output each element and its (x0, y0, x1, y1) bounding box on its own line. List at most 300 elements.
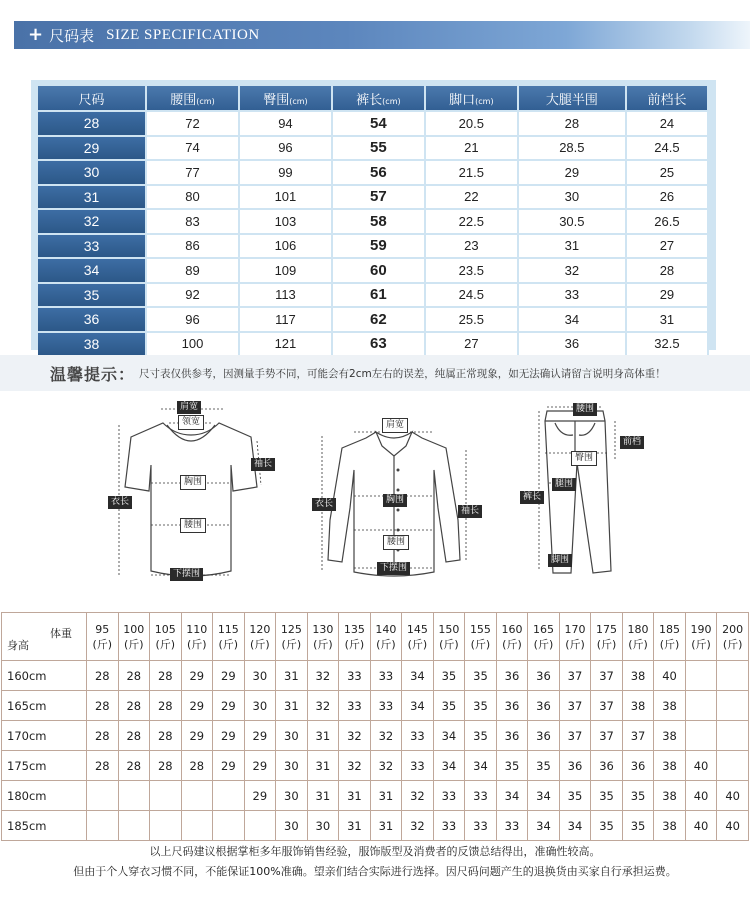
size-cell: 33 (38, 235, 147, 260)
size-recommendation-cell (685, 661, 717, 691)
size-recommendation-cell: 35 (465, 691, 497, 721)
size-cell: 30 (38, 161, 147, 186)
size-recommendation-cell (717, 661, 749, 691)
height-row (2, 811, 749, 841)
height-row (2, 721, 749, 751)
tshirt-waist-label: 腰围 (180, 518, 206, 533)
size-recommendation-cell: 33 (370, 691, 402, 721)
size-value-cell: 63 (333, 333, 426, 358)
weight-unit: (斤) (344, 637, 365, 651)
weight-unit: (斤) (470, 637, 491, 651)
size-recommendation-cell: 32 (370, 721, 402, 751)
weight-unit: (斤) (281, 637, 302, 651)
size-recommendation-cell: 28 (87, 721, 119, 751)
size-cell: 31 (38, 186, 147, 211)
weight-value: 130 (312, 622, 334, 636)
size-recommendation-cell: 36 (496, 721, 528, 751)
size-recommendation-cell: 29 (213, 751, 245, 781)
size-recommendation-cell: 31 (307, 781, 339, 811)
footer-line-1: 以上尺码建议根据掌柜多年服饰销售经验，服饰版型及消费者的反馈总结得出，准确性较高。 (149, 845, 601, 858)
size-value-cell: 20.5 (426, 112, 519, 137)
size-col-header-unit: (cm) (475, 96, 494, 106)
footer-note (0, 842, 750, 882)
weight-unit: (斤) (313, 637, 333, 651)
size-cell: 36 (38, 308, 147, 333)
weight-unit: (斤) (123, 637, 144, 651)
weight-value: 175 (596, 622, 617, 636)
weight-unit: (斤) (533, 637, 554, 651)
size-value-cell: 28 (519, 112, 627, 137)
size-value-cell: 29 (627, 284, 709, 309)
size-recommendation-cell: 36 (559, 751, 591, 781)
weight-col-header (244, 613, 276, 661)
weight-col-header (591, 613, 623, 661)
size-value-cell: 55 (333, 137, 426, 162)
size-col-header (240, 86, 333, 112)
weight-value: 120 (249, 622, 271, 636)
size-recommendation-cell: 34 (402, 661, 434, 691)
size-recommendation-cell: 37 (559, 661, 591, 691)
weight-value: 185 (659, 622, 681, 636)
weight-col-header (118, 613, 150, 661)
weight-unit: (斤) (218, 637, 239, 651)
size-value-cell: 96 (240, 137, 333, 162)
size-row (38, 186, 709, 211)
size-col-header (147, 86, 240, 112)
size-col-header (333, 86, 426, 112)
size-recommendation-cell: 34 (496, 781, 528, 811)
size-recommendation-cell: 35 (559, 781, 591, 811)
tshirt-sleeve-label: 袖长 (251, 458, 275, 471)
table-corner (2, 613, 87, 661)
size-value-cell: 31 (519, 235, 627, 260)
size-row (38, 333, 709, 358)
size-recommendation-cell: 34 (433, 751, 465, 781)
size-col-header (426, 86, 519, 112)
measurement-diagrams (0, 395, 750, 595)
tshirt-chest-label: 胸围 (180, 475, 206, 490)
weight-unit: (斤) (628, 637, 648, 651)
size-value-cell: 94 (240, 112, 333, 137)
size-value-cell: 27 (426, 333, 519, 358)
size-recommendation-cell: 29 (213, 721, 245, 751)
shirt-shoulder-label: 肩宽 (382, 418, 408, 433)
shirt-length-label: 衣长 (312, 498, 336, 511)
size-value-cell: 30.5 (519, 210, 627, 235)
size-table-panel (31, 80, 716, 353)
size-value-cell: 57 (333, 186, 426, 211)
size-value-cell: 113 (240, 284, 333, 309)
weight-unit: (斤) (502, 637, 522, 651)
weight-col-header (496, 613, 528, 661)
size-recommendation-cell: 34 (559, 811, 591, 841)
size-recommendation-cell: 29 (244, 781, 276, 811)
weight-value: 200 (722, 622, 744, 636)
weight-height-table (1, 612, 749, 841)
size-recommendation-cell: 28 (118, 751, 150, 781)
size-recommendation-cell: 35 (591, 781, 623, 811)
weight-value: 160 (501, 622, 523, 636)
size-recommendation-cell: 32 (402, 811, 434, 841)
pants-ankle-label: 脚围 (548, 554, 572, 567)
size-recommendation-cell: 36 (622, 751, 654, 781)
size-value-cell: 23.5 (426, 259, 519, 284)
size-recommendation-cell: 35 (433, 661, 465, 691)
height-cell: 175cm (2, 751, 87, 781)
footer-line-2: 但由于个人穿衣习惯不同，不能保证100%准确。望亲们结合实际进行选择。因尺码问题产生的退换货由买家自行承担运费。 (73, 865, 677, 878)
height-cell: 160cm (2, 661, 87, 691)
size-value-cell: 22 (426, 186, 519, 211)
size-recommendation-cell: 34 (528, 781, 560, 811)
height-row (2, 751, 749, 781)
size-recommendation-cell: 32 (370, 751, 402, 781)
weight-col-header (150, 613, 182, 661)
size-col-header (627, 86, 709, 112)
size-value-cell: 25.5 (426, 308, 519, 333)
size-recommendation-cell: 34 (433, 721, 465, 751)
size-recommendation-cell: 40 (717, 811, 749, 841)
size-col-header-label: 裤长 (356, 92, 383, 108)
size-value-cell: 101 (240, 186, 333, 211)
size-recommendation-cell: 37 (559, 721, 591, 751)
size-recommendation-cell: 33 (433, 781, 465, 811)
weight-value: 115 (217, 622, 239, 636)
weight-value: 135 (343, 622, 365, 636)
size-value-cell: 103 (240, 210, 333, 235)
size-col-header-label: 大腿半围 (545, 92, 598, 108)
size-value-cell: 36 (519, 333, 627, 358)
weight-unit: (斤) (407, 637, 428, 651)
size-recommendation-cell: 36 (528, 691, 560, 721)
size-value-cell: 33 (519, 284, 627, 309)
size-value-cell: 60 (333, 259, 426, 284)
size-recommendation-cell: 31 (307, 721, 339, 751)
corner-height-label: 身高 (7, 639, 29, 652)
size-col-header-label: 前档长 (647, 92, 687, 108)
tshirt-shoulder-label: 肩宽 (177, 401, 201, 414)
size-value-cell: 29 (519, 161, 627, 186)
shirt-sleeve-label: 袖长 (458, 505, 482, 518)
height-cell: 165cm (2, 691, 87, 721)
pants-thigh-label: 腿围 (552, 478, 576, 491)
size-recommendation-cell: 28 (118, 661, 150, 691)
size-recommendation-cell: 33 (465, 811, 497, 841)
weight-unit: (斤) (565, 637, 585, 651)
weight-value: 95 (95, 622, 110, 636)
size-recommendation-cell (87, 811, 119, 841)
pants-waist-label: 腰围 (573, 403, 597, 416)
size-recommendation-cell (150, 811, 182, 841)
size-recommendation-cell: 33 (496, 811, 528, 841)
size-col-header-unit: (cm) (289, 96, 308, 106)
shirt-waist-label: 腰围 (383, 535, 409, 550)
size-recommendation-cell: 32 (307, 661, 339, 691)
size-value-cell: 96 (147, 308, 240, 333)
size-value-cell: 58 (333, 210, 426, 235)
size-value-cell: 61 (333, 284, 426, 309)
size-recommendation-cell: 31 (370, 781, 402, 811)
size-value-cell: 32.5 (627, 333, 709, 358)
size-col-header (519, 86, 627, 112)
size-recommendation-cell: 34 (528, 811, 560, 841)
header-title-en: SIZE SPECIFICATION (106, 26, 260, 43)
size-value-cell: 34 (519, 308, 627, 333)
size-value-cell: 80 (147, 186, 240, 211)
size-value-cell: 59 (333, 235, 426, 260)
size-recommendation-cell: 29 (181, 661, 213, 691)
size-value-cell: 23 (426, 235, 519, 260)
size-recommendation-cell: 35 (465, 661, 497, 691)
size-spec-header (14, 21, 750, 49)
size-value-cell: 62 (333, 308, 426, 333)
size-recommendation-cell: 38 (654, 691, 686, 721)
notice-text: 尺寸表仅供参考，因测量手势不同，可能会有2cm左右的误差，纯属正常现象，如无法确认请留言说明身高体重！ (139, 367, 666, 380)
size-col-header-label: 腰围 (170, 92, 197, 108)
size-recommendation-cell: 28 (181, 751, 213, 781)
size-col-header-unit: (cm) (196, 96, 215, 106)
weight-col-header (528, 613, 560, 661)
size-recommendation-cell: 34 (465, 751, 497, 781)
size-recommendation-cell (181, 811, 213, 841)
weight-col-header (654, 613, 686, 661)
size-col-header (38, 86, 147, 112)
pants-length-label: 裤长 (520, 491, 544, 504)
size-recommendation-cell: 28 (118, 721, 150, 751)
size-value-cell: 74 (147, 137, 240, 162)
size-recommendation-cell: 30 (276, 781, 308, 811)
height-row (2, 661, 749, 691)
size-value-cell: 99 (240, 161, 333, 186)
size-col-header-label: 臀围 (263, 92, 290, 108)
size-recommendation-cell: 36 (496, 691, 528, 721)
size-value-cell: 72 (147, 112, 240, 137)
size-recommendation-cell: 38 (654, 811, 686, 841)
size-value-cell: 22.5 (426, 210, 519, 235)
size-recommendation-cell: 40 (685, 811, 717, 841)
size-value-cell: 26.5 (627, 210, 709, 235)
size-recommendation-cell: 35 (622, 811, 654, 841)
size-recommendation-cell: 33 (339, 691, 371, 721)
size-value-cell: 86 (147, 235, 240, 260)
tshirt-length-label: 衣长 (108, 496, 132, 509)
weight-unit: (斤) (92, 637, 113, 651)
size-recommendation-cell (118, 781, 150, 811)
weight-unit: (斤) (439, 637, 459, 651)
weight-unit: (斤) (596, 637, 617, 651)
weight-col-header (87, 613, 119, 661)
size-recommendation-cell: 29 (213, 661, 245, 691)
size-col-header-label: 尺码 (78, 92, 105, 108)
corner-weight-label: 体重 (50, 627, 72, 640)
size-row (38, 112, 709, 137)
size-recommendation-cell: 30 (276, 721, 308, 751)
size-recommendation-cell: 37 (622, 721, 654, 751)
weight-col-header (370, 613, 402, 661)
size-cell: 38 (38, 333, 147, 358)
size-recommendation-cell: 35 (433, 691, 465, 721)
size-recommendation-cell: 37 (591, 721, 623, 751)
size-recommendation-cell: 33 (433, 811, 465, 841)
size-value-cell: 27 (627, 235, 709, 260)
weight-unit: (斤) (722, 637, 743, 651)
weight-value: 125 (280, 622, 302, 636)
weight-col-header (622, 613, 654, 661)
weight-unit: (斤) (659, 637, 680, 651)
size-recommendation-cell: 28 (87, 661, 119, 691)
size-row (38, 235, 709, 260)
size-recommendation-cell: 30 (244, 661, 276, 691)
size-recommendation-cell: 28 (150, 751, 182, 781)
weight-unit: (斤) (250, 637, 270, 651)
size-recommendation-cell: 35 (528, 751, 560, 781)
size-cell: 35 (38, 284, 147, 309)
plus-icon: + (28, 24, 44, 45)
size-value-cell: 77 (147, 161, 240, 186)
size-recommendation-cell: 35 (622, 781, 654, 811)
size-recommendation-cell: 31 (276, 661, 308, 691)
weight-value: 170 (564, 622, 586, 636)
size-value-cell: 83 (147, 210, 240, 235)
size-value-cell: 56 (333, 161, 426, 186)
size-recommendation-cell: 32 (339, 751, 371, 781)
size-recommendation-cell: 30 (276, 751, 308, 781)
weight-unit: (斤) (691, 637, 711, 651)
height-row (2, 781, 749, 811)
shirt-hem-label: 下摆围 (377, 562, 410, 575)
size-recommendation-cell (213, 811, 245, 841)
size-value-cell: 92 (147, 284, 240, 309)
weight-unit: (斤) (155, 637, 176, 651)
size-recommendation-cell: 40 (654, 661, 686, 691)
weight-col-header (685, 613, 717, 661)
size-value-cell: 26 (627, 186, 709, 211)
weight-value: 100 (123, 622, 145, 636)
header-title-cn: 尺码表 (49, 26, 95, 45)
size-recommendation-cell (150, 781, 182, 811)
weight-value: 180 (627, 622, 649, 636)
size-col-header-label: 脚口 (449, 92, 476, 108)
size-value-cell: 31 (627, 308, 709, 333)
size-recommendation-cell: 33 (465, 781, 497, 811)
size-recommendation-cell: 30 (307, 811, 339, 841)
size-recommendation-cell: 30 (244, 691, 276, 721)
size-recommendation-cell: 28 (150, 661, 182, 691)
size-recommendation-cell: 38 (654, 751, 686, 781)
size-recommendation-cell: 38 (654, 781, 686, 811)
size-recommendation-cell: 31 (276, 691, 308, 721)
weight-col-header (276, 613, 308, 661)
size-recommendation-cell: 36 (528, 721, 560, 751)
size-recommendation-cell: 36 (591, 751, 623, 781)
size-recommendation-cell: 38 (622, 691, 654, 721)
size-recommendation-cell: 36 (496, 661, 528, 691)
weight-col-header (717, 613, 749, 661)
size-recommendation-cell: 40 (717, 781, 749, 811)
size-recommendation-cell: 32 (307, 691, 339, 721)
tshirt-collar-label: 领宽 (178, 415, 204, 430)
height-cell: 170cm (2, 721, 87, 751)
size-recommendation-cell (685, 691, 717, 721)
size-value-cell: 89 (147, 259, 240, 284)
size-value-cell: 21 (426, 137, 519, 162)
size-cell: 28 (38, 112, 147, 137)
size-recommendation-cell: 28 (150, 721, 182, 751)
size-value-cell: 106 (240, 235, 333, 260)
size-recommendation-cell: 37 (591, 691, 623, 721)
size-recommendation-cell: 37 (559, 691, 591, 721)
tshirt-hem-label: 下摆围 (170, 568, 203, 581)
size-cell: 29 (38, 137, 147, 162)
size-recommendation-cell: 36 (528, 661, 560, 691)
height-cell: 180cm (2, 781, 87, 811)
size-recommendation-cell: 33 (402, 751, 434, 781)
size-value-cell: 117 (240, 308, 333, 333)
weight-value: 110 (186, 622, 208, 636)
size-recommendation-cell: 31 (339, 781, 371, 811)
size-recommendation-cell: 40 (685, 781, 717, 811)
size-col-header-unit: (cm) (382, 96, 401, 106)
size-recommendation-cell: 30 (276, 811, 308, 841)
size-recommendation-cell: 40 (685, 751, 717, 781)
size-recommendation-cell: 29 (213, 691, 245, 721)
size-recommendation-cell: 38 (622, 661, 654, 691)
size-recommendation-cell (717, 721, 749, 751)
size-row (38, 137, 709, 162)
weight-value: 140 (375, 622, 397, 636)
size-recommendation-cell: 31 (307, 751, 339, 781)
size-recommendation-cell: 35 (465, 721, 497, 751)
size-recommendation-cell: 28 (150, 691, 182, 721)
size-recommendation-cell: 31 (339, 811, 371, 841)
size-recommendation-cell: 32 (402, 781, 434, 811)
size-recommendation-cell: 38 (654, 721, 686, 751)
size-recommendation-cell: 37 (591, 661, 623, 691)
size-value-cell: 28.5 (519, 137, 627, 162)
size-row (38, 210, 709, 235)
notice-label: 温馨提示： (50, 366, 136, 384)
size-row (38, 259, 709, 284)
pants-hip-label: 臀围 (571, 451, 597, 466)
size-recommendation-cell: 29 (181, 691, 213, 721)
weight-col-header (181, 613, 213, 661)
weight-value: 145 (406, 622, 428, 636)
size-recommendation-cell (118, 811, 150, 841)
weight-col-header (559, 613, 591, 661)
size-value-cell: 121 (240, 333, 333, 358)
weight-unit: (斤) (187, 637, 207, 651)
size-cell: 34 (38, 259, 147, 284)
height-row (2, 691, 749, 721)
size-value-cell: 21.5 (426, 161, 519, 186)
size-recommendation-cell: 29 (181, 721, 213, 751)
size-value-cell: 100 (147, 333, 240, 358)
height-cell: 185cm (2, 811, 87, 841)
size-row (38, 308, 709, 333)
size-recommendation-cell: 32 (339, 721, 371, 751)
size-recommendation-cell: 33 (370, 661, 402, 691)
size-value-cell: 28 (627, 259, 709, 284)
size-recommendation-cell: 31 (370, 811, 402, 841)
weight-value: 155 (469, 622, 491, 636)
size-recommendation-cell (181, 781, 213, 811)
size-value-cell: 24.5 (627, 137, 709, 162)
size-cell: 32 (38, 210, 147, 235)
size-value-cell: 54 (333, 112, 426, 137)
notice-bar (0, 355, 750, 391)
size-recommendation-cell: 28 (87, 751, 119, 781)
weight-col-header (465, 613, 497, 661)
weight-value: 165 (532, 622, 554, 636)
